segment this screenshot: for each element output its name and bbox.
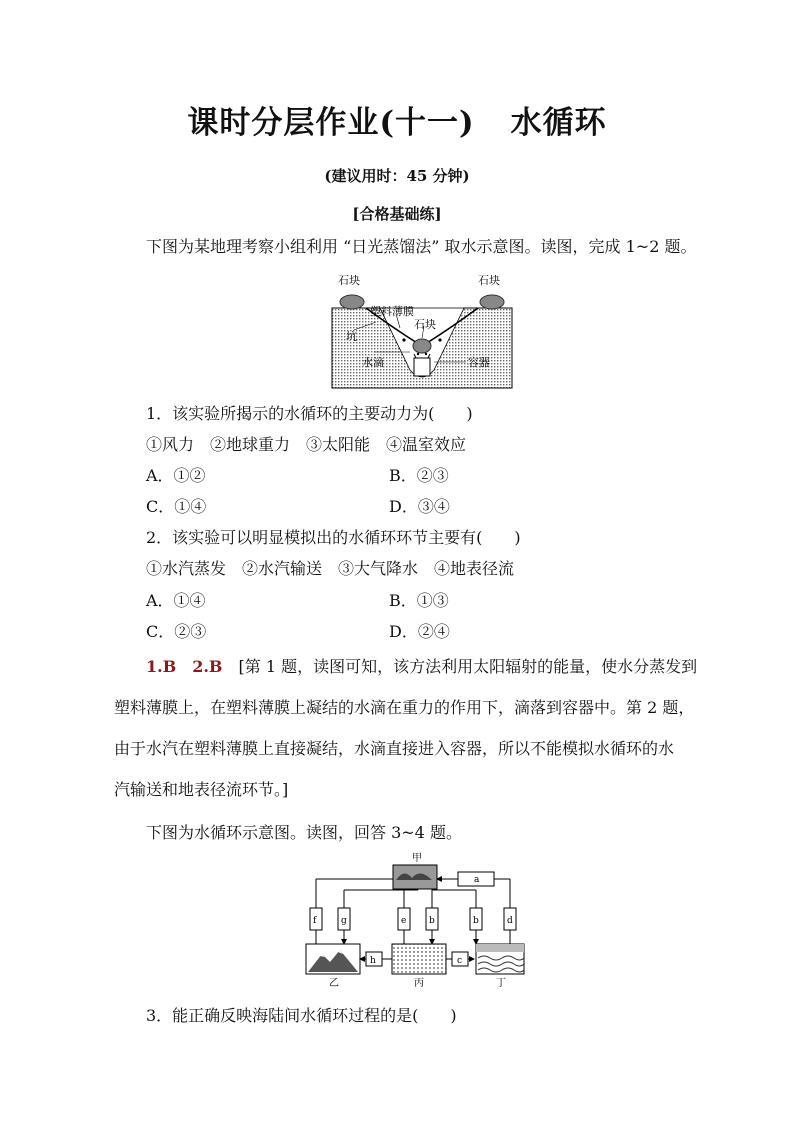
label-drop: 水滴 bbox=[362, 356, 384, 369]
q1-option-a: A．①② bbox=[146, 466, 206, 485]
intro-2: 下图为水循环示意图。读图，回答 3~4 题。 bbox=[146, 823, 462, 842]
label-f: f bbox=[313, 916, 317, 926]
answer-text-1: [第 1 题，读图可知，该方法利用太阳辐射的能量，使水分蒸发到 bbox=[238, 657, 698, 676]
stone-center bbox=[413, 339, 431, 353]
q2-stem: 2．该实验可以明显模拟出的水循环环节主要有( ) bbox=[146, 528, 521, 547]
q2-option-d: D．②④ bbox=[389, 622, 450, 641]
label-d: d bbox=[507, 916, 513, 926]
label-stone-right: 石块 bbox=[478, 274, 500, 287]
stone-right bbox=[480, 295, 504, 309]
q1-stem: 1．该实验所揭示的水循环的主要动力为( ) bbox=[146, 404, 473, 423]
q1-option-b: B．②③ bbox=[389, 466, 449, 485]
node-bing bbox=[392, 944, 446, 974]
section-label: [合格基础练] bbox=[352, 205, 442, 223]
label-container: 容器 bbox=[468, 356, 490, 369]
time-note: (建议用时：45 分钟) bbox=[324, 167, 470, 185]
answer-line-4: 汽输送和地表径流环节。] bbox=[114, 780, 289, 799]
q1-option-c: C．①④ bbox=[146, 497, 207, 516]
q1-items: ①风力 ②地球重力 ③太阳能 ④温室效应 bbox=[146, 435, 467, 454]
label-c: c bbox=[457, 956, 463, 966]
stone-left bbox=[340, 295, 364, 309]
q2-option-c: C．②③ bbox=[146, 622, 207, 641]
label-jia: 甲 bbox=[412, 853, 422, 864]
q2-items: ①水汽蒸发 ②水汽输送 ③大气降水 ④地表径流 bbox=[146, 559, 515, 578]
answer-line-3: 由于水汽在塑料薄膜上直接凝结，水滴直接进入容器，所以不能模拟水循环的水 bbox=[114, 739, 675, 758]
title-main: 课时分层作业(十一) bbox=[187, 105, 475, 141]
q2-option-a: A．①④ bbox=[146, 591, 206, 610]
label-stone-left: 石块 bbox=[338, 274, 360, 287]
label-ding: 丁 bbox=[496, 978, 506, 989]
container bbox=[414, 358, 430, 376]
label-bing: 丙 bbox=[414, 978, 424, 989]
water-cycle-figure bbox=[300, 850, 532, 990]
label-a: a bbox=[474, 875, 480, 885]
label-stone-center: 石块 bbox=[414, 318, 436, 331]
answer-line-2: 塑料薄膜上，在塑料薄膜上凝结的水滴在重力的作用下，滴落到容器中。第 2 题， bbox=[114, 698, 695, 717]
label-pit: 坑 bbox=[346, 330, 357, 343]
solar-still-figure bbox=[326, 270, 518, 392]
label-g: g bbox=[341, 916, 347, 926]
label-film: 塑料薄膜 bbox=[370, 305, 414, 318]
label-yi: 乙 bbox=[329, 978, 339, 989]
page-title bbox=[0, 97, 794, 142]
q3-stem: 3．能正确反映海陆间水循环过程的是( ) bbox=[146, 1006, 457, 1025]
label-b1: b bbox=[429, 916, 435, 926]
intro-1: 下图为某地理考察小组利用 “日光蒸馏法” 取水示意图。读图，完成 1~2 题。 bbox=[146, 237, 697, 256]
label-b2: b bbox=[473, 916, 479, 926]
q2-option-b: B．①③ bbox=[389, 591, 449, 610]
answer-line-1 bbox=[146, 654, 697, 677]
label-e: e bbox=[401, 916, 407, 926]
answer-key: 1.B 2.B bbox=[146, 657, 223, 676]
label-h: h bbox=[370, 956, 376, 966]
title-topic: 水循环 bbox=[510, 105, 607, 141]
q1-option-d: D．③④ bbox=[389, 497, 450, 516]
